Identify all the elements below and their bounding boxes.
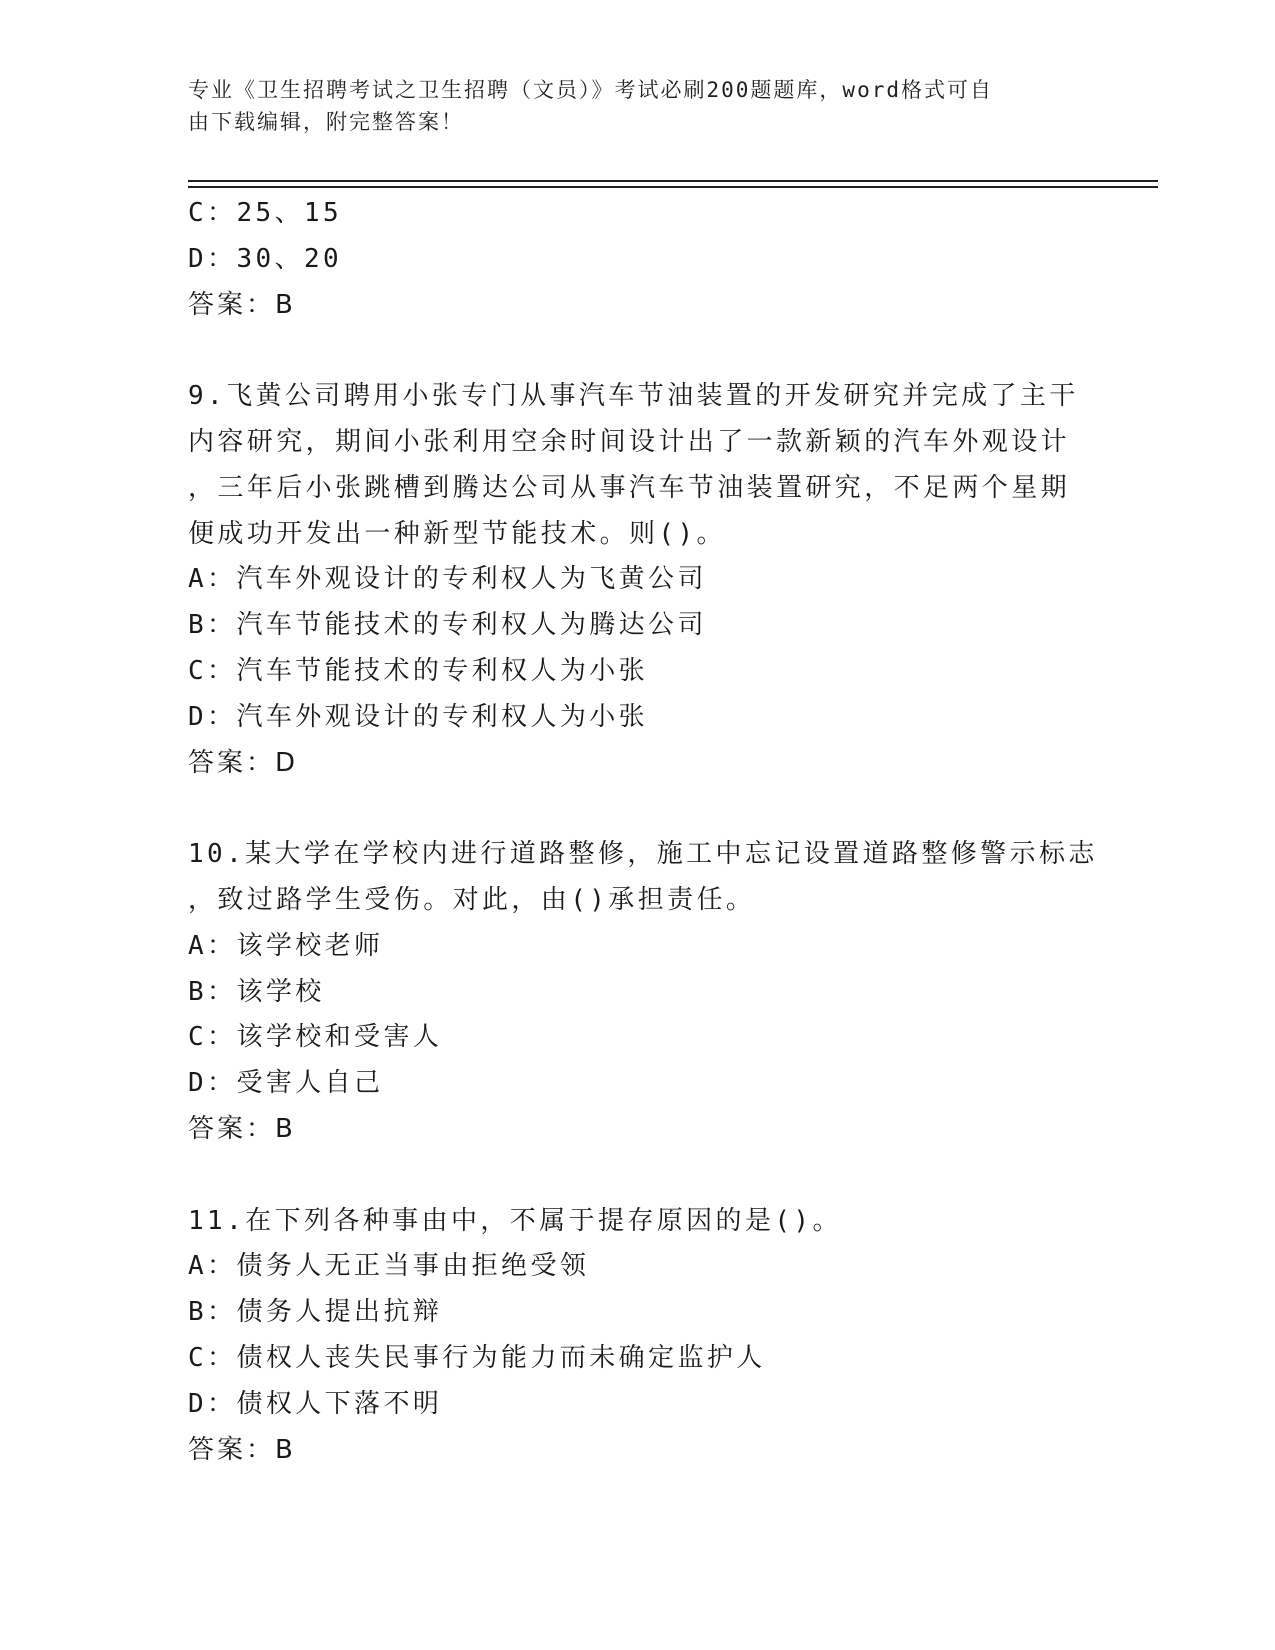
question-content (188, 191, 1098, 1473)
question-10 (188, 832, 1098, 1153)
document-header (188, 74, 1068, 138)
option-a: A：汽车外观设计的专利权人为飞黄公司 (188, 564, 707, 595)
option-d: D：30、20 (188, 243, 343, 274)
option-b: B：债务人提出抗辩 (188, 1297, 443, 1328)
answer: 答案：B (188, 289, 296, 320)
question-11 (188, 1199, 1088, 1474)
option-c: C：25、15 (188, 198, 343, 228)
header-rule-top (188, 180, 1158, 182)
option-b: B：该学校 (188, 976, 325, 1007)
option-a: A：该学校老师 (188, 930, 384, 961)
question-stem: 便成功开发出一种新型节能技术。则()。 (188, 518, 726, 549)
option-b: B：汽车节能技术的专利权人为腾达公司 (188, 610, 707, 641)
answer: 答案：D (188, 747, 299, 778)
header-line-2: 由下载编辑，附完整答案！ (188, 110, 464, 134)
option-c: C：该学校和受害人 (188, 1022, 443, 1053)
question-stem: 9.飞黄公司聘用小张专门从事汽车节油装置的开发研究并完成了主干 (188, 381, 1079, 412)
option-c: C：汽车节能技术的专利权人为小张 (188, 655, 649, 686)
question-stem: ，三年后小张跳槽到腾达公司从事汽车节油装置研究，不足两个星期 (188, 472, 1071, 503)
question-stem: ，致过路学生受伤。对此，由()承担责任。 (188, 884, 756, 915)
header-line-1: 专业《卫生招聘考试之卫生招聘（文员）》考试必刷200题题库，word格式可自 (188, 78, 993, 102)
option-c: C：债权人丧失民事行为能力而未确定监护人 (188, 1342, 766, 1373)
option-d: D：受害人自己 (188, 1068, 384, 1099)
answer: 答案：B (188, 1113, 296, 1144)
option-a: A：债务人无正当事由拒绝受领 (188, 1251, 590, 1282)
question-stem: 11.在下列各种事由中，不属于提存原因的是()。 (188, 1205, 842, 1236)
option-d: D：汽车外观设计的专利权人为小张 (188, 701, 649, 732)
option-d: D：债权人下落不明 (188, 1388, 443, 1419)
answer: 答案：B (188, 1434, 296, 1465)
question-stem: 内容研究，期间小张利用空余时间设计出了一款新颖的汽车外观设计 (188, 426, 1071, 457)
header-rule-bottom (188, 186, 1158, 188)
previous-question-tail (188, 191, 1088, 328)
question-9 (188, 374, 1088, 786)
question-stem: 10.某大学在学校内进行道路整修，施工中忘记设置道路整修警示标志 (188, 839, 1098, 870)
